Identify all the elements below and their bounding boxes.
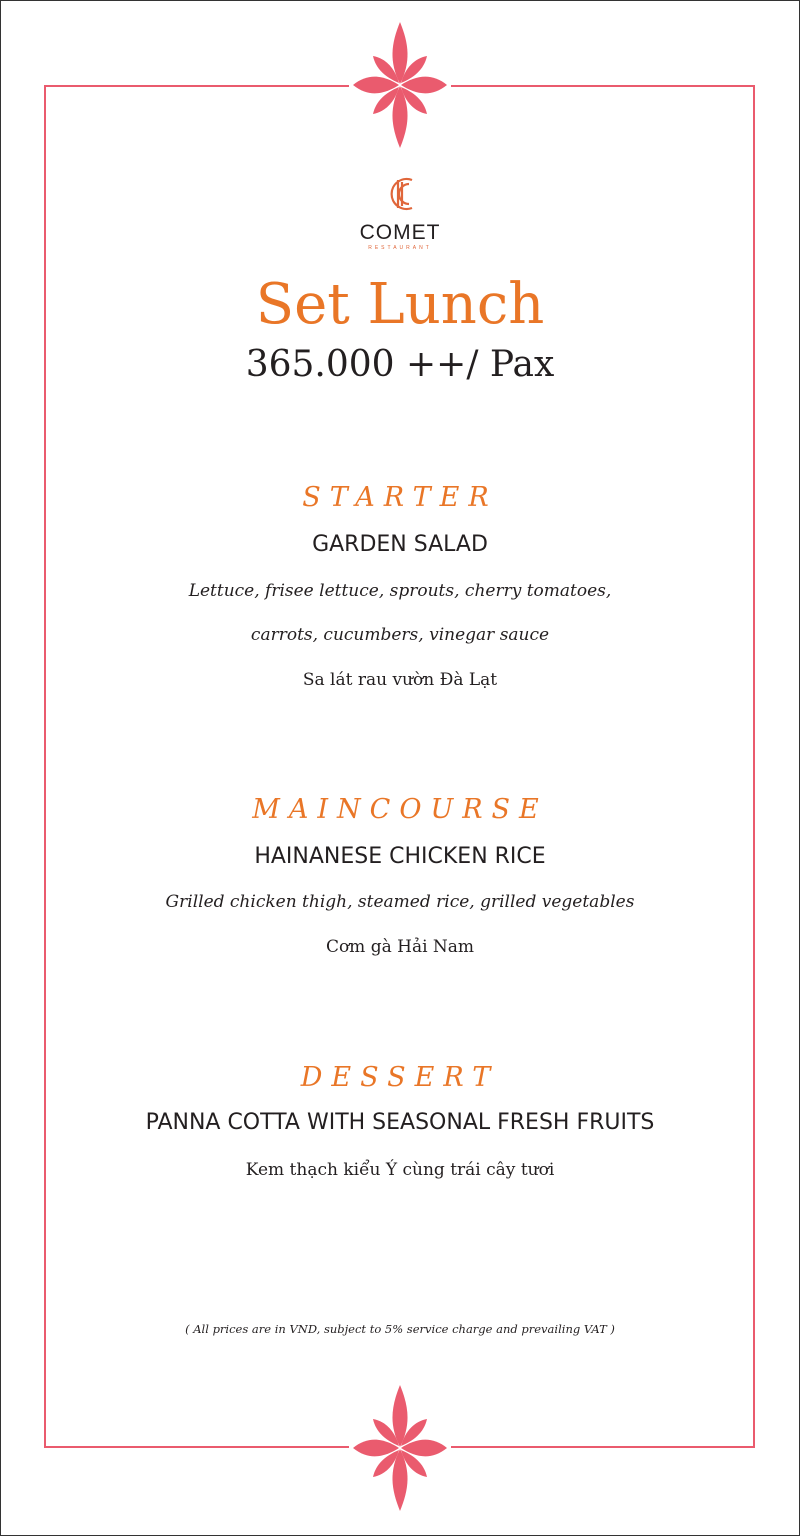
dish-vietnamese-dessert: Kem thạch kiểu Ý cùng trái cây tươi: [245, 1160, 555, 1180]
dish-name-starter: GARDEN SALAD: [312, 532, 488, 557]
dish-vietnamese-starter: Sa lát rau vườn Đà Lạt: [302, 670, 498, 690]
section-heading-maincourse: MAINCOURSE: [252, 794, 548, 825]
section-heading-starter: STARTER: [302, 482, 498, 513]
menu-price: 365.000 ++/ Pax: [245, 344, 555, 385]
bottom-flower-ornament: [349, 1383, 451, 1513]
comet-c-logo-icon: [382, 172, 418, 216]
dish-name-dessert: PANNA COTTA WITH SEASONAL FRESH FRUITS: [145, 1110, 655, 1135]
menu-title: Set Lunch: [255, 272, 545, 337]
dish-name-maincourse: HAINANESE CHICKEN RICE: [254, 844, 546, 869]
dish-description-maincourse: Grilled chicken thigh, steamed rice, grilled vegetables: [165, 892, 635, 912]
restaurant-logo: [0, 172, 800, 252]
flower-ornament-icon: [349, 20, 451, 150]
dish-vietnamese-maincourse: Cơm gà Hải Nam: [325, 937, 475, 957]
price-footnote: ( All prices are in VND, subject to 5% service charge and prevailing VAT ): [185, 1322, 615, 1336]
flower-ornament-icon: [349, 1383, 451, 1513]
section-heading-dessert: DESSERT: [300, 1062, 500, 1093]
brand-subtitle: RESTAURANT: [368, 245, 432, 251]
dish-description-starter-line2: carrots, cucumbers, vinegar sauce: [250, 625, 550, 645]
top-flower-ornament: [349, 20, 451, 150]
brand-name: COMET: [359, 221, 441, 244]
dish-description-starter-line1: Lettuce, frisee lettuce, sprouts, cherry tomatoes,: [188, 581, 612, 601]
